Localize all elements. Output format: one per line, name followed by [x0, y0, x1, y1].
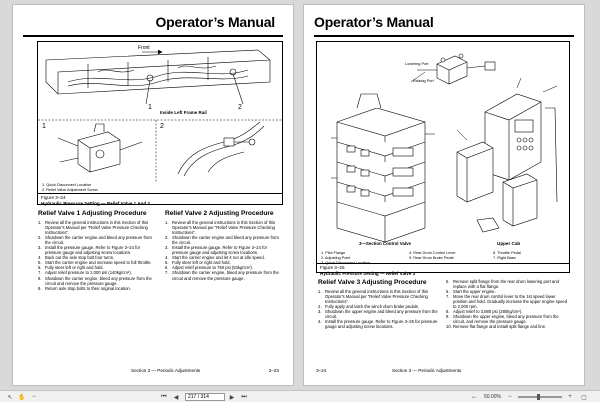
legend-item: 6. Throttle Pedal — [493, 251, 521, 255]
legend-item: 1. Quick Disconnect Location — [42, 183, 92, 187]
viewer-toolbar — [0, 390, 600, 402]
legend-item: 2. Adjusting Point — [321, 256, 351, 260]
step-item: 5. Remove split flange from the rear drum lowering port and replace with a flat flange. — [446, 279, 559, 290]
step-item: 3. Install the pressure gauge. Refer to Figure 3–24 for pressure gauge and adjusting screw locations. — [38, 245, 140, 256]
figure-legend — [42, 183, 98, 193]
step-item: 8. Adjust relief to 3,880 psi (280kg/cm²). — [446, 309, 523, 315]
step-item: 4. Start the carrier engine and let it run at idle speed. — [165, 255, 265, 261]
figure-caption — [38, 193, 282, 208]
fit-width-icon[interactable]: ↔ — [471, 394, 477, 400]
title-rule — [23, 35, 283, 37]
step-item: 7. Adjust relief pressure to 2,000 psi (140kg/cm²). — [38, 270, 132, 276]
step-item: 1. Review all the general instructions in this Section of this Operator’s Manual per “Relief Valve Pressure Checking Instructions”. — [38, 220, 149, 236]
step-item: 5. Start the carrier engine and increase speed to full throttle. — [38, 260, 152, 266]
zoom-out-icon[interactable]: − — [32, 394, 36, 400]
callout-2-top: 2 — [238, 104, 242, 111]
callout-1-detail: 1 — [42, 123, 46, 130]
hand-icon[interactable]: ✋ — [18, 394, 26, 401]
title-rule — [314, 35, 574, 37]
step-item: 6. Adjust relief pressure to 750 psi (53kg/cm²). — [165, 265, 253, 271]
figure-number: Figure 3–24 — [41, 195, 66, 200]
step-item: 1. Review all the general instructions in this Section of this Operator’s Manual per “Relief Valve Pressure Checking Instructions”. — [165, 220, 276, 236]
procedure-steps-1 — [38, 220, 156, 291]
legend-item: 5. Rear Drum Brake Pedal — [409, 256, 454, 260]
zoom-level: 50.00% — [484, 394, 501, 400]
page-number-input[interactable]: 217 / 314 — [185, 393, 225, 401]
legend-item: 1. Pilot Flange — [321, 251, 346, 255]
footer-page-number: 3–24 — [316, 368, 327, 373]
step-item: 2. Shutdown the carrier engine and bleed any pressure from the circuit. — [165, 235, 279, 246]
figure-3-24 — [37, 41, 283, 205]
legend-item: 4. Rear Drum Control Lever — [409, 251, 456, 255]
step-item: 2. Shutdown the carrier engine and bleed any pressure from the circuit. — [38, 235, 152, 246]
step-item: 4. Install the pressure gauge. Refer to Figure 3–25 for pressure gauge and adjusting screw locations. — [318, 319, 438, 330]
step-item: 7. Move the rear drum control lever to the 1st speed lower position and hold. Gradually increase the upper engine speed to 2,000 rpm. — [446, 294, 568, 310]
procedure-steps-2 — [165, 220, 283, 281]
right-page — [303, 4, 585, 386]
step-item: 3. Install the pressure gauge. Refer to Figure 3–24 for pressure gauge and adjusting screw locations. — [165, 245, 267, 256]
section-heading: Relief Valve 1 Adjusting Procedure — [38, 210, 147, 217]
step-item: 2. Fully apply and latch the winch drum brake pedals. — [318, 304, 420, 310]
zoom-slider[interactable] — [518, 396, 562, 398]
front-label: Front — [138, 45, 150, 51]
legend-item: 7. Right Base — [493, 256, 516, 260]
page-title: Operator’s Manual — [314, 14, 434, 30]
figure-caption — [317, 263, 569, 278]
legend-item: 2. Relief Valve Adjustment Screw — [42, 188, 98, 192]
step-item: 5. Fully steer left or right and hold. — [165, 260, 231, 266]
step-item: 7. Shutdown the carrier engine, bleed any pressure from the circuit and remove the pressure gauge. — [165, 270, 279, 281]
footer-section: Section 3 — Periodic Adjustments — [392, 368, 462, 373]
step-item: 4. Back out the axle stop bolt four turns. — [38, 255, 115, 261]
section-heading: Relief Valve 3 Adjusting Procedure — [318, 279, 427, 286]
cursor-icon[interactable]: ↖ — [7, 394, 13, 401]
step-item: 9. Return axle stop bolts to their original location. — [38, 285, 131, 291]
step-item: 6. Start the upper engine. — [446, 289, 496, 295]
control-valve-illustration — [317, 42, 569, 250]
step-item: 9. Shutdown the upper engine, bleed any pressure from the circuit, and remove the pressure gauge. — [446, 314, 559, 325]
figure-3-25 — [316, 41, 570, 276]
callout-1-top: 1 — [148, 104, 152, 111]
next-page-icon[interactable]: ▶ — [229, 394, 235, 401]
footer-section: Section 3 — Periodic Adjustments — [131, 368, 201, 373]
lowering-port-label: Lowering Port — [405, 62, 429, 66]
footer-page-number: 3–23 — [268, 368, 279, 373]
zoom-out-icon[interactable]: − — [508, 394, 512, 400]
page-title: Operator’s Manual — [155, 14, 275, 30]
step-item: 1. Review all the general instructions in this Section of this Operator’s Manual per “Relief Valve Pressure Checking Instructions”. — [318, 289, 429, 305]
figure-title: Hydraulic Pressure Setting — Relief Valve 1 And 2 — [41, 201, 151, 206]
figure-number: Figure 3–25 — [320, 265, 345, 270]
legend-item: 3. Quick Disconnect Location — [321, 261, 371, 265]
figure-title: Hydraulic Pressure Setting — Relief Valve 3 — [320, 271, 416, 276]
prev-page-icon[interactable]: ◀ — [173, 394, 179, 401]
raising-port-label: Raising Port — [413, 79, 434, 83]
zoom-in-icon[interactable]: + — [568, 394, 572, 400]
upper-cab-label: Upper Cab — [497, 241, 521, 246]
step-item: 10.Remove flat flange and install split flange and line. — [446, 324, 547, 330]
step-item: 8. Shutdown the carrier engine, bleed any pressure from the circuit and remove the pressure gauge. — [38, 275, 152, 286]
last-page-icon[interactable]: ⏭ — [241, 393, 247, 400]
procedure-steps-2 — [446, 279, 570, 329]
frame-rail-label: Inside Left Frame Rail — [160, 110, 207, 115]
figure-legend — [409, 251, 456, 261]
procedure-steps-1 — [318, 289, 440, 329]
callout-2-detail: 2 — [160, 123, 164, 130]
first-page-icon[interactable]: ⏮ — [161, 393, 167, 400]
fit-page-icon[interactable]: ▢ — [581, 394, 587, 401]
section-heading: Relief Valve 2 Adjusting Procedure — [165, 210, 274, 217]
section-control-valve-label: 3—Section Control Valve — [359, 241, 411, 246]
zoom-slider-handle[interactable] — [537, 394, 540, 400]
step-item: 3. Shutdown the upper engine and bleed any pressure from the circuit. — [318, 309, 438, 320]
figure-legend — [493, 251, 521, 261]
left-page — [12, 4, 294, 386]
step-item: 6. Fully steer left or right and hold. — [38, 265, 104, 271]
